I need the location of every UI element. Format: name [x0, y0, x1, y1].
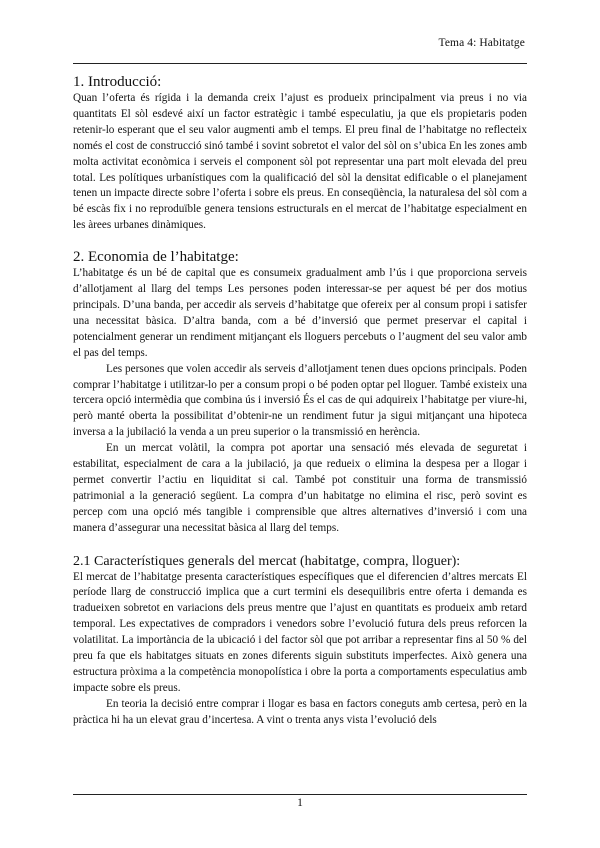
section-heading-economia: 2. Economia de l’habitatge: [73, 249, 239, 266]
paragraph: En teoria la decisió entre comprar i llogar es basa en factors coneguts amb certesa, però en la pràctica hi ha un elevat grau d’incertesa. A vint o trenta anys vista l’evolució dels [73, 697, 527, 726]
subsection-heading-caracteristiques: 2.1 Característiques generals del mercat (habitatge, compra, lloguer): [73, 553, 461, 569]
page-number: 1 [297, 797, 303, 809]
paragraph: L’habitatge és un bé de capital que es consumeix gradualment amb l’ús i que proporciona serveis d’allotjament al llarg del temps Les persones poden interessar-se per aquest bé per dos motius principals. D’una banda, per accedir als serveis d’habitatge que ofereix per al consum propi i satisfer una necessitat bàsica. D’altra banda, com a bé d’inversió que permet preservar el capital i potencialment generar un rendiment mitjançant els lloguers percebuts o l’augment del seu valor amb el pas del temps. [73, 267, 527, 359]
section-heading-introduccio: 1. Introducció: [73, 74, 162, 90]
paragraph: Quan l’oferta és rígida i la demanda creix l’ajust es produeix principalment via preus i no via quantitats El sòl esdevé així un factor estratègic i també especulatiu, ja que els propietaris poden retenir-lo esperant que el seu valor augmenti amb el temps. El preu final de l’habitatge no reflecteix només el cost de construcció sinó també i sovint sobretot el valor del sòl on s’ubica En les zones amb molta activitat econòmica i serveis el component sòl pot representar una part molt elevada del preu total. Les polítiques urbanístiques com la qualificació del sòl la densitat edificable o el planejament tenen un impacte directe sobre l’oferta i sobre els preus. En conseqüència, la naturalesa del sòl com a bé escàs fix i no reproduïble genera tensions estructurals en el mercat de l’habitatge especialment en les àrees urbanes dinàmiques. [73, 92, 527, 232]
header-rule [73, 63, 527, 64]
paragraph: En un mercat volàtil, la compra pot aportar una sensació més elevada de seguretat i estabilitat, especialment de cara a la jubilació, ja que redueix o elimina la despesa per a llogar i permet convertir l’actiu en liquiditat si cal. També pot constituir una forma de transmissió patrimonial a la generació següent. La compra d’un habitatge no elimina el risc, però sovint es percep com una opció més tangible i comprensible que altres alternatives d’inversió i com una manera d’assegurar una necessitat bàsica al llarg del temps. [73, 442, 527, 534]
running-header: Tema 4: Habitatge [438, 37, 525, 49]
paragraph: El mercat de l’habitatge presenta característiques específiques que el diferencien d’altres mercats El període llarg de construcció implica que a curt termini els desequilibris entre oferta i demanda es tradueixen sobretot en variacions dels preus mentre que l’ajust en quantitats es produeix amb retard temporal. Les expectatives de compradors i venedors sobre l’evolució futura dels preus reforcen la volatilitat. La importància de la ubicació i del factor sòl que pot arribar a representar fins al 50 % del preu fa que els habitatges situats en zones diferents siguin substituts imperfectes. Això genera una estructura pròxima a la competència monopolística i obre la porta a comportaments especulatius amb impacte sobre els preus. [73, 570, 527, 694]
page-body [73, 73, 527, 729]
paragraph: Les persones que volen accedir als serveis d’allotjament tenen dues opcions principals. Poden comprar l’habitatge i utilitzar-lo per a consum propi o bé poden optar pel lloguer. També existeix una tercera opció intermèdia que combina ús i inversió És el cas de qui adquireix l’habitatge per viure-hi, però manté oberta la possibilitat d’obtenir-ne un rendiment futur ja sigui mitjançant una hipoteca inversa a la jubilació la venda a un preu superior o la transmissió en herència. [73, 362, 527, 439]
footer-rule [73, 794, 527, 795]
